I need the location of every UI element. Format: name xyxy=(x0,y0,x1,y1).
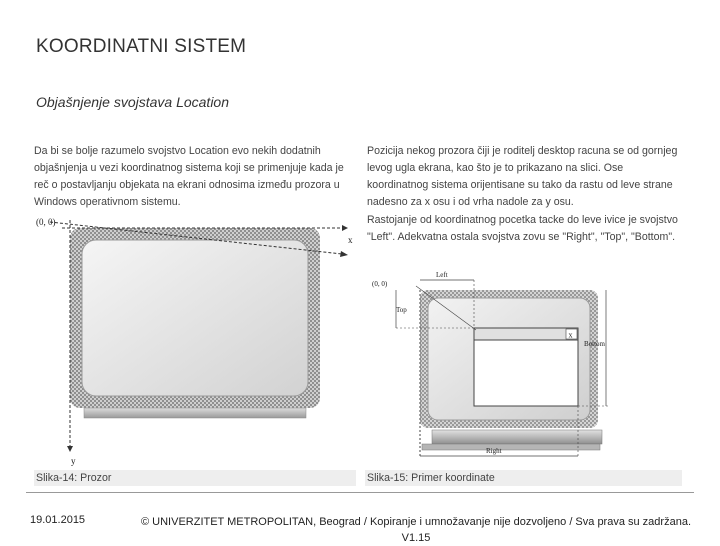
figure-15-caption: Slika-15: Primer koordinate xyxy=(365,470,682,486)
window-shape xyxy=(70,228,320,418)
bottom-label: Bottom xyxy=(584,340,606,348)
inner-window xyxy=(474,328,578,406)
close-glyph: x xyxy=(568,330,573,340)
left-label: Left xyxy=(436,271,448,279)
diagonal-arrow-icon xyxy=(340,251,348,257)
fig14-origin-label: (0, 0) xyxy=(36,217,56,227)
right-paragraph-2: Rastojanje od koordinatnog pocetka tacke do leve ivice je svojstvo "Left". Adekvatna ostala svojstva zovu se "Right", "Top", "Bottom". xyxy=(367,214,678,243)
fig15-origin-label: (0, 0) xyxy=(372,280,388,288)
slide-title: KOORDINATNI SISTEM xyxy=(36,36,247,57)
footer-date: 19.01.2015 xyxy=(30,514,86,526)
coordinate-figure xyxy=(366,266,610,468)
footer-copyright: © UNIVERZITET METROPOLITAN, Beograd / Kopiranje i umnožavanje nije dozvoljeno / Sva prava su zadržana. V1.15 xyxy=(141,516,691,544)
top-label: Top xyxy=(396,306,407,314)
x-axis-arrow-icon xyxy=(342,225,348,231)
fig14-y-label: y xyxy=(71,456,76,466)
fig14-x-label: x xyxy=(348,235,353,245)
left-paragraph: Da bi se bolje razumelo svojstvo Location evo nekih dodatnih objašnjenja u vezi koordinatnog sistema koji se primenjuje kada je reč o postavljanju objekata na ekrani odnosima između prozora u Windows operativnom sistemu. xyxy=(34,145,344,208)
slide-subtitle: Objašnjenje svojstava Location xyxy=(36,94,230,110)
right-paragraph-1: Pozicija nekog prozora čiji je roditelj desktop racuna se od gornjeg levog ugla ekrana, kao što je to prikazano na slici. Ose koordinatnog sistema orijentisane su tako da rastu od leve strane nadesno za x osu i od vrha nadole za y osu. xyxy=(367,145,678,208)
right-label: Right xyxy=(486,447,502,455)
figure-14-caption: Slika-14: Prozor xyxy=(34,470,356,486)
y-axis-arrow-icon xyxy=(67,446,73,452)
footer-divider xyxy=(26,492,694,493)
window-figure xyxy=(30,212,360,468)
